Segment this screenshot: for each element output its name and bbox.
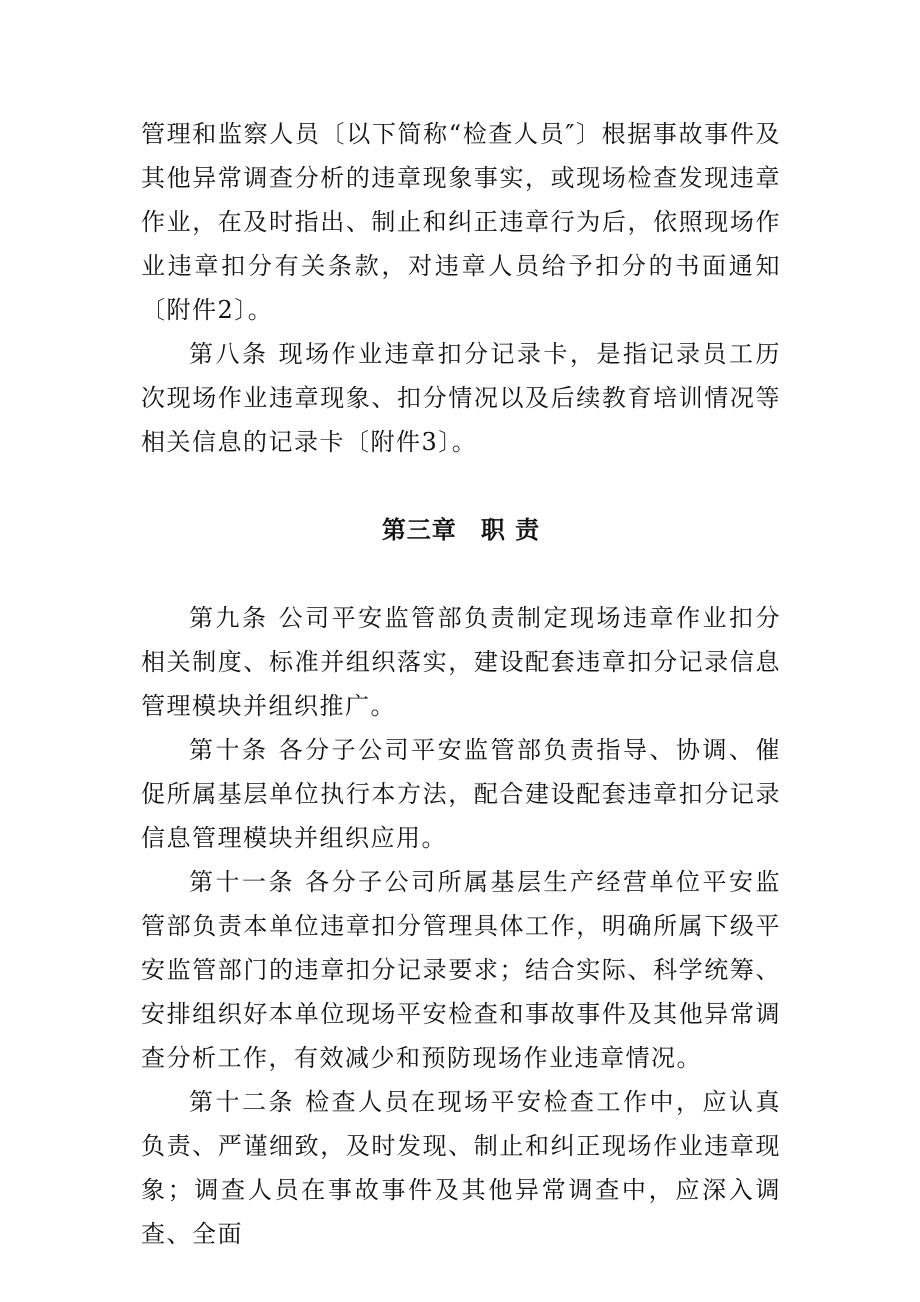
article-11: 第十一条 各分子公司所属基层生产经营单位平安监管部负责本单位违章扣分管理具体工作，明确所属下级平安监管部门的违章扣分记录要求；结合实际、科学统筹、安排组织好本单位现场平安检查和事故事件及其他异常调查分析工作，有效减少和预防现场作业违章情况。: [141, 868, 781, 1072]
article-12: 第十二条 检查人员在现场平安检查工作中，应认真负责、严谨细致，及时发现、制止和纠正现场作业违章现象；调查人员在事故事件及其他异常调查中，应深入调查、全面: [141, 1088, 781, 1248]
chapter-number: 第三章: [381, 516, 457, 544]
article-9: 第九条 公司平安监管部负责制定现场违章作业扣分相关制度、标准并组织落实，建设配套违章扣分记录信息管理模块并组织推广。: [141, 604, 781, 720]
chapter-heading: [141, 508, 781, 552]
article-10: 第十条 各分子公司平安监管部负责指导、协调、催促所属基层单位执行本方法，配合建设配套违章扣分记录信息管理模块并组织应用。: [141, 736, 781, 852]
document-body: [141, 112, 781, 1256]
paragraph-continuation: 管理和监察人员〔以下简称“检查人员″〕根据事故事件及其他异常调查分析的违章现象事实，或现场检查发现违章作业，在及时指出、制止和纠正违章行为后，依照现场作业违章扣分有关条款，对违章人员给予扣分的书面通知〔附件2〕。: [141, 120, 781, 324]
chapter-title: 职 责: [480, 516, 541, 544]
article-8: 第八条 现场作业违章扣分记录卡，是指记录员工历次现场作业违章现象、扣分情况以及后续教育培训情况等相关信息的记录卡〔附件3〕。: [141, 340, 781, 456]
